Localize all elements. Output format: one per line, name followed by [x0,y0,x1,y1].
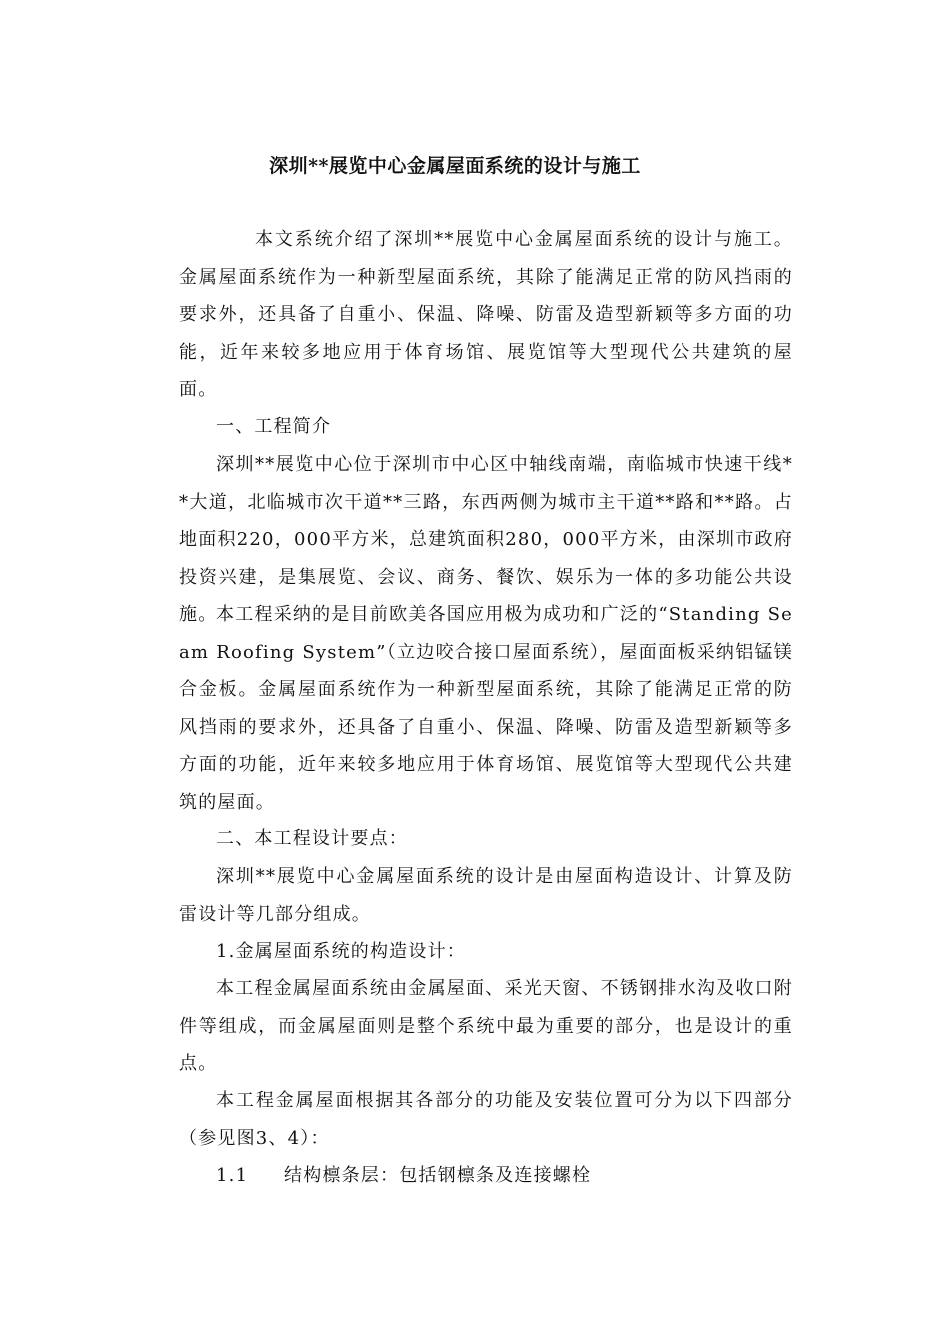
document-title: 深圳**展览中心金属屋面系统的设计与施工 [269,155,641,177]
item-1-1 [216,1157,591,1195]
section1-heading: 一、工程简介 [216,416,332,437]
item-1-1-number: 1.1 [216,1165,249,1186]
subsection1-heading: 1.金属屋面系统的构造设计： [216,941,466,962]
abstract-paragraph: 本文系统介绍了深圳**展览中心金属屋面系统的设计与施工。金属屋面系统作为一种新型屋面系统，其除了能满足正常的防风挡雨的要求外，还具备了自重小、保温、降噪、防雷及造型新颖等多方面的功能，近年来较多地应用于体育场馆、展览馆等大型现代公共建筑的屋面。 [179,229,793,400]
section1-paragraph-2: 本工程采纳的是目前欧美各国应用极为成功和广泛的“Standing Seam Roofing System”（立边咬合接口屋面系统），屋面面板采纳铝锰镁合金板。金属屋面系统作为一种新型屋面系统，其除了能满足正常的防风挡雨的要求外，还具备了自重小、保温、降噪、防雷及造型新颖等多方面的功能，近年来较多地应用于体育场馆、展览馆等大型现代公共建筑的屋面。 [179,604,793,813]
section1-paragraph-1: 深圳**展览中心位于深圳市中心区中轴线南端，南临城市快速干线**大道，北临城市次干道**三路，东西两侧为城市主干道**路和**路。占地面积220，000平方米，总建筑面积280，000平方米，由深圳市政府投资兴建，是集展览、会议、商务、餐饮、娱乐为一体的多功能公共设施。 [179,454,793,625]
section2-paragraph-3: 本工程金属屋面根据其各部分的功能及安装位置可分为以下四部分（参见图3、4）： [179,1090,793,1149]
section2-heading: 二、本工程设计要点： [216,828,408,849]
section2-paragraph-2: 本工程金属屋面系统由金属屋面、采光天窗、不锈钢排水沟及收口附件等组成，而金属屋面则是整个系统中最为重要的部分，也是设计的重点。 [179,978,793,1074]
section2-paragraph-1: 深圳**展览中心金属屋面系统的设计是由屋面构造设计、计算及防雷设计等几部分组成。 [179,866,793,925]
item-1-1-text: 结构檩条层：包括钢檩条及连接螺栓 [284,1165,592,1186]
